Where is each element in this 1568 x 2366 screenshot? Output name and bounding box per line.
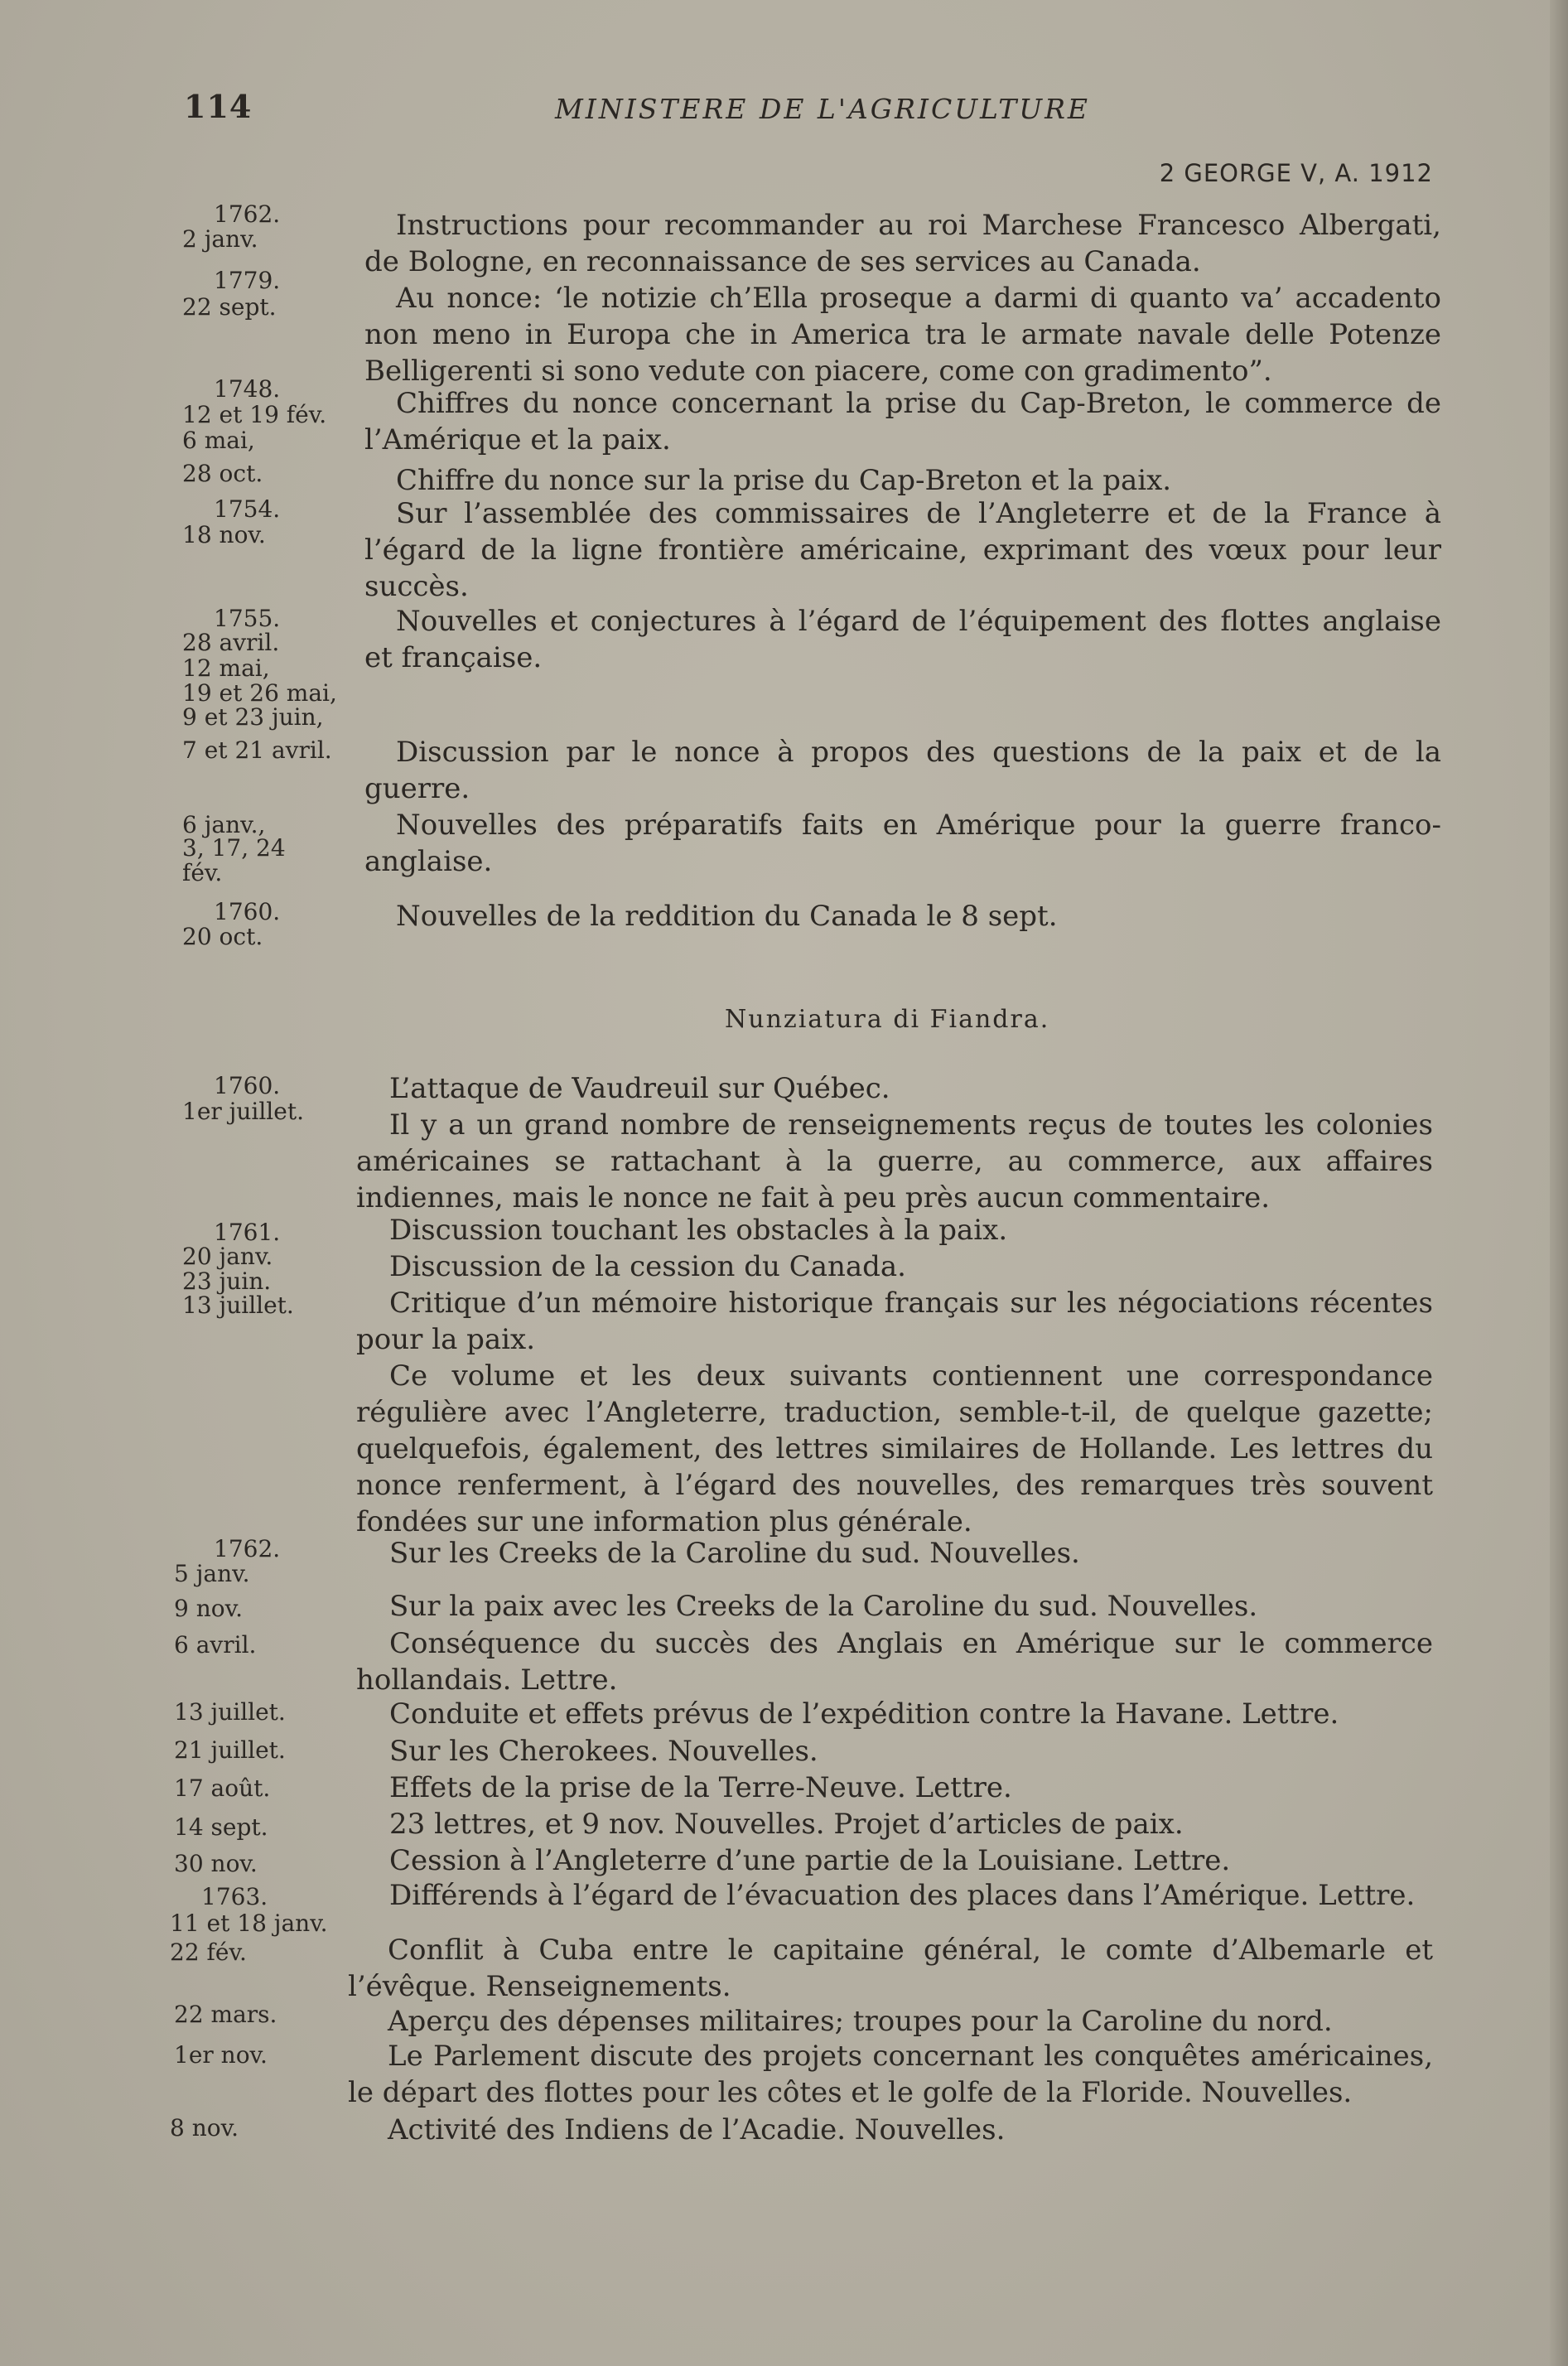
date-year: 1754.	[214, 495, 281, 523]
date: 17 août.	[174, 1775, 271, 1802]
entry-text: Conduite et effets prévus de l’expédition contre la Havane. Lettre.	[389, 1697, 1339, 1731]
date: 22 mars.	[174, 2001, 277, 2028]
entry-text: Nouvelles des préparatifs faits en Amérique pour la guerre franco-anglaise.	[364, 809, 1441, 878]
entry-text: Instructions pour recommander au roi Marchese Francesco Albergati, de Bologne, en reconnaissance de ses services au Canada.	[364, 209, 1441, 278]
running-head: MINISTERE DE L'AGRICULTURE	[555, 93, 1091, 125]
date-year: 1748.	[214, 375, 281, 403]
entry-text: L’attaque de Vaudreuil sur Québec.	[389, 1072, 890, 1105]
entry-text: Au nonce: ‘le notizie ch’Ella proseque a darmi di quanto va’ accadento non meno in Europa che in America tra le armate navale delle Potenze Belligerenti si sono vedute con piacere, come con gradimento”.	[364, 282, 1441, 388]
date: 3, 17, 24	[182, 834, 286, 862]
session-label: 2 GEORGE V, A. 1912	[1159, 159, 1433, 187]
entry-text: Différends à l’égard de l’évacuation des places dans l’Amérique. Lettre.	[389, 1879, 1416, 1912]
entry-text: Cession à l’Angleterre d’une partie de la Louisiane. Lettre.	[389, 1844, 1231, 1877]
date-year: 1762.	[214, 200, 281, 228]
date: 6 janv.,	[182, 811, 266, 838]
date-year: 1762.	[214, 1535, 281, 1562]
entry-text: Aperçu des dépenses militaires; troupes pour la Caroline du nord.	[388, 2005, 1333, 2038]
date: 28 avril.	[182, 629, 280, 656]
date: fév.	[182, 859, 223, 886]
date: 9 nov.	[174, 1595, 244, 1622]
date: 12 et 19 fév.	[182, 401, 327, 428]
date: 22 sept.	[182, 293, 277, 321]
date: 5 janv.	[174, 1560, 250, 1587]
date: 19 et 26 mai,	[182, 679, 337, 707]
date: 28 oct.	[182, 460, 263, 487]
date-year: 1779.	[214, 267, 281, 294]
entry-text: Discussion touchant les obstacles à la paix.	[389, 1214, 1008, 1247]
date: 22 fév.	[170, 1939, 247, 1966]
date: 2 janv.	[182, 225, 258, 253]
date: 30 nov.	[174, 1850, 258, 1877]
entry-text: Conséquence du succès des Anglais en Amérique sur le commerce hollandais. Lettre.	[356, 1627, 1433, 1697]
date: 23 juin.	[182, 1268, 272, 1295]
entry-text: Discussion par le nonce à propos des questions de la paix et de la guerre.	[364, 736, 1441, 805]
date: 13 juillet.	[182, 1292, 294, 1319]
entry-text: Sur la paix avec les Creeks de la Caroline du sud. Nouvelles.	[389, 1590, 1258, 1623]
date: 20 oct.	[182, 923, 263, 950]
date: 1er juillet.	[182, 1098, 304, 1125]
date-year: 1755.	[214, 605, 281, 632]
entry-text: Sur l’assemblée des commissaires de l’Angleterre et de la France à l’égard de la ligne frontière américaine, exprimant des vœux pour leur succès.	[364, 497, 1441, 603]
date: 7 et 21 avril.	[182, 736, 332, 764]
date: 6 avril.	[174, 1631, 257, 1659]
entry-text: Conflit à Cuba entre le capitaine général, le comte d’Albemarle et l’évêque. Renseignements.	[348, 1934, 1433, 2003]
date-year: 1760.	[214, 1072, 281, 1099]
date-year: 1761.	[214, 1219, 281, 1246]
date: 1er nov.	[174, 2041, 268, 2069]
entry-text: Sur les Cherokees. Nouvelles.	[389, 1735, 818, 1768]
entry-text: Activité des Indiens de l’Acadie. Nouvelles.	[388, 2113, 1006, 2146]
entry-text: Critique d’un mémoire historique français sur les négociations récentes pour la paix.	[356, 1287, 1433, 1356]
date: 9 et 23 juin,	[182, 703, 324, 731]
section-heading: Nunziatura di Fiandra.	[725, 1005, 1050, 1034]
entry-text: Effets de la prise de la Terre-Neuve. Lettre.	[389, 1771, 1012, 1804]
entry-text: 23 lettres, et 9 nov. Nouvelles. Projet d’articles de paix.	[389, 1808, 1184, 1841]
entry-text: Chiffres du nonce concernant la prise du Cap-Breton, le commerce de l’Amérique et la paix.	[364, 387, 1441, 456]
entry-text: Discussion de la cession du Canada.	[389, 1250, 906, 1283]
entry-text: Il y a un grand nombre de renseignements reçus de toutes les colonies américaines se rattachant à la guerre, au commerce, aux affaires indiennes, mais le nonce ne fait à peu près aucun commentaire.	[356, 1108, 1433, 1214]
date: 11 et 18 janv.	[170, 1910, 328, 1937]
entry-text: Ce volume et les deux suivants contiennent une correspondance régulière avec l’Angleterre, traduction, semble-t-il, de quelque gazette; quelquefois, également, des lettres similaires de Hollande. Les lettres du nonce renferment, à l’égard des nouvelles, des remarques très souvent fondées sur une information plus générale.	[356, 1359, 1433, 1538]
date: 18 nov.	[182, 521, 266, 548]
entry-text: Chiffre du nonce sur la prise du Cap-Breton et la paix.	[396, 464, 1172, 497]
date: 21 juillet.	[174, 1736, 286, 1764]
date-year: 1760.	[214, 898, 281, 925]
date: 8 nov.	[170, 2114, 239, 2141]
date: 13 juillet.	[174, 1698, 286, 1726]
entry-text: Nouvelles et conjectures à l’égard de l’équipement des flottes anglaise et française.	[364, 605, 1441, 674]
entry-text: Sur les Creeks de la Caroline du sud. Nouvelles.	[389, 1537, 1080, 1570]
date: 6 mai,	[182, 427, 255, 454]
date: 12 mai,	[182, 654, 270, 682]
page-number: 114	[184, 88, 253, 125]
entry-text: Nouvelles de la reddition du Canada le 8 sept.	[396, 900, 1058, 933]
date: 14 sept.	[174, 1813, 268, 1841]
date-year: 1763.	[201, 1883, 268, 1910]
page-edge	[1550, 0, 1568, 2366]
entry-text: Le Parlement discute des projets concernant les conquêtes américaines, le départ des flottes pour les côtes et le golfe de la Floride. Nouvelles.	[348, 2040, 1433, 2109]
date: 20 janv.	[182, 1243, 273, 1270]
